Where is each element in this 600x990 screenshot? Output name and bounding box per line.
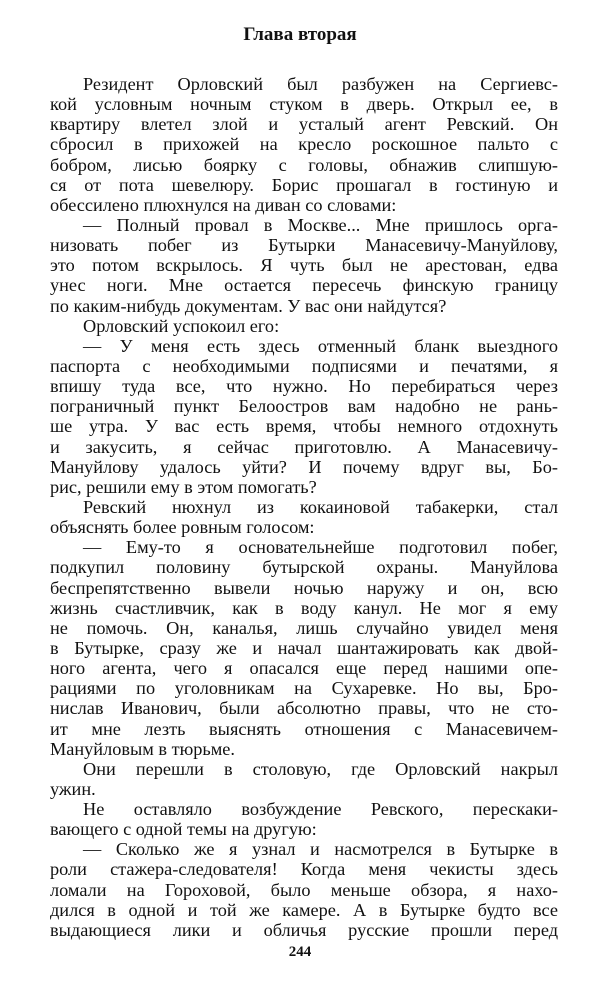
text-line: — Ему-то я основательнейше подготовил побег, bbox=[83, 537, 558, 558]
text-line: обессилено плюхнулся на диван со словами: bbox=[50, 194, 397, 215]
text-line: подкупил половину бутырской охраны. Мануйлова bbox=[50, 557, 558, 578]
text-line: квартиру влетел злой и усталый агент Ревский. Он bbox=[50, 114, 558, 135]
text-line: Они перешли в столовую, где Орловский накрыл bbox=[83, 758, 558, 779]
text-line: Мануйловым в тюрьме. bbox=[50, 738, 235, 759]
text-line: дился в одной и той же камере. А в Бутырке будто все bbox=[50, 899, 558, 920]
text-line: ше утра. У вас есть время, чтобы немного отдохнуть bbox=[50, 416, 558, 437]
text-line: рациями по уголовникам на Сухаревке. Но вы, Бро- bbox=[50, 678, 558, 699]
text-line: рис, решили ему в этом помогать? bbox=[50, 476, 317, 497]
body-text bbox=[50, 74, 558, 940]
text-line: унес ноги. Мне остается пересечь финскую границу bbox=[50, 275, 558, 296]
text-line: не помочь. Он, каналья, лишь случайно увидел меня bbox=[50, 617, 558, 638]
text-line: паспорта с необходимыми подписями и печатями, я bbox=[50, 355, 558, 376]
text-line: по каким-нибудь документам. У вас они найдутся? bbox=[50, 295, 447, 316]
text-line: выдающиеся лики и обличья русские прошли перед bbox=[50, 919, 558, 940]
text-line: ного агента, чего я опасался еще перед нашими опе- bbox=[50, 658, 558, 679]
page-number: 244 bbox=[288, 944, 312, 960]
text-line: Орловский успокоил его: bbox=[83, 315, 280, 336]
text-line: Не оставляло возбуждение Ревского, перескаки- bbox=[83, 799, 558, 820]
text-line: ломали на Гороховой, было меньше обзора, я нахо- bbox=[50, 879, 558, 900]
text-line: — У меня есть здесь отменный бланк выездного bbox=[83, 335, 558, 356]
text-line: — Полный провал в Москве... Мне пришлось орга- bbox=[83, 214, 558, 235]
text-line: ся от пота шевелюру. Борис прошагал в гостиную и bbox=[50, 174, 558, 195]
text-line: жизнь счастливчик, как в воду канул. Не мог я ему bbox=[50, 597, 558, 618]
text-line: низовать побег из Бутырки Манасевичу-Мануйлову, bbox=[50, 235, 558, 256]
text-line: объяснять более ровным голосом: bbox=[50, 517, 315, 538]
text-line: впишу туда все, что нужно. Но перебираться через bbox=[50, 376, 558, 397]
chapter-title: Глава вторая bbox=[243, 24, 357, 45]
text-line: ит мне лезть выяснять отношения с Манасевичем- bbox=[50, 718, 558, 739]
text-line: ужин. bbox=[50, 778, 96, 799]
text-line: в Бутырке, сразу же и начал шантажировать как двой- bbox=[50, 637, 558, 658]
text-line: роли стажера-следователя! Когда меня чекисты здесь bbox=[50, 859, 558, 880]
text-line: это потом вскрылось. Я чуть был не арестован, едва bbox=[50, 255, 558, 276]
text-line: вающего с одной темы на другую: bbox=[50, 819, 317, 840]
text-line: Резидент Орловский был разбужен на Сергиевс- bbox=[83, 74, 558, 94]
text-line: Мануйлову удалось уйти? И почему вдруг вы, Бо- bbox=[50, 456, 558, 477]
text-line: бобром, лисью боярку с головы, обнажив слипшую- bbox=[50, 154, 558, 175]
text-line: беспрепятственно вывели ночью наружу и он, всю bbox=[50, 577, 558, 598]
text-line: — Сколько же я узнал и насмотрелся в Бутырке в bbox=[83, 839, 558, 860]
text-line: нислав Иванович, были абсолютно правы, что не сто- bbox=[50, 698, 558, 719]
text-line: пограничный пункт Белоостров вам надобно не рань- bbox=[50, 396, 558, 417]
text-line: и закусить, я сейчас приготовлю. А Манасевичу- bbox=[50, 436, 558, 457]
text-line: кой условным ночным стуком в дверь. Открыл ее, в bbox=[50, 94, 558, 115]
text-line: Ревский нюхнул из кокаиновой табакерки, стал bbox=[83, 496, 558, 517]
text-line: сбросил в прихожей на кресло роскошное пальто с bbox=[50, 134, 558, 155]
